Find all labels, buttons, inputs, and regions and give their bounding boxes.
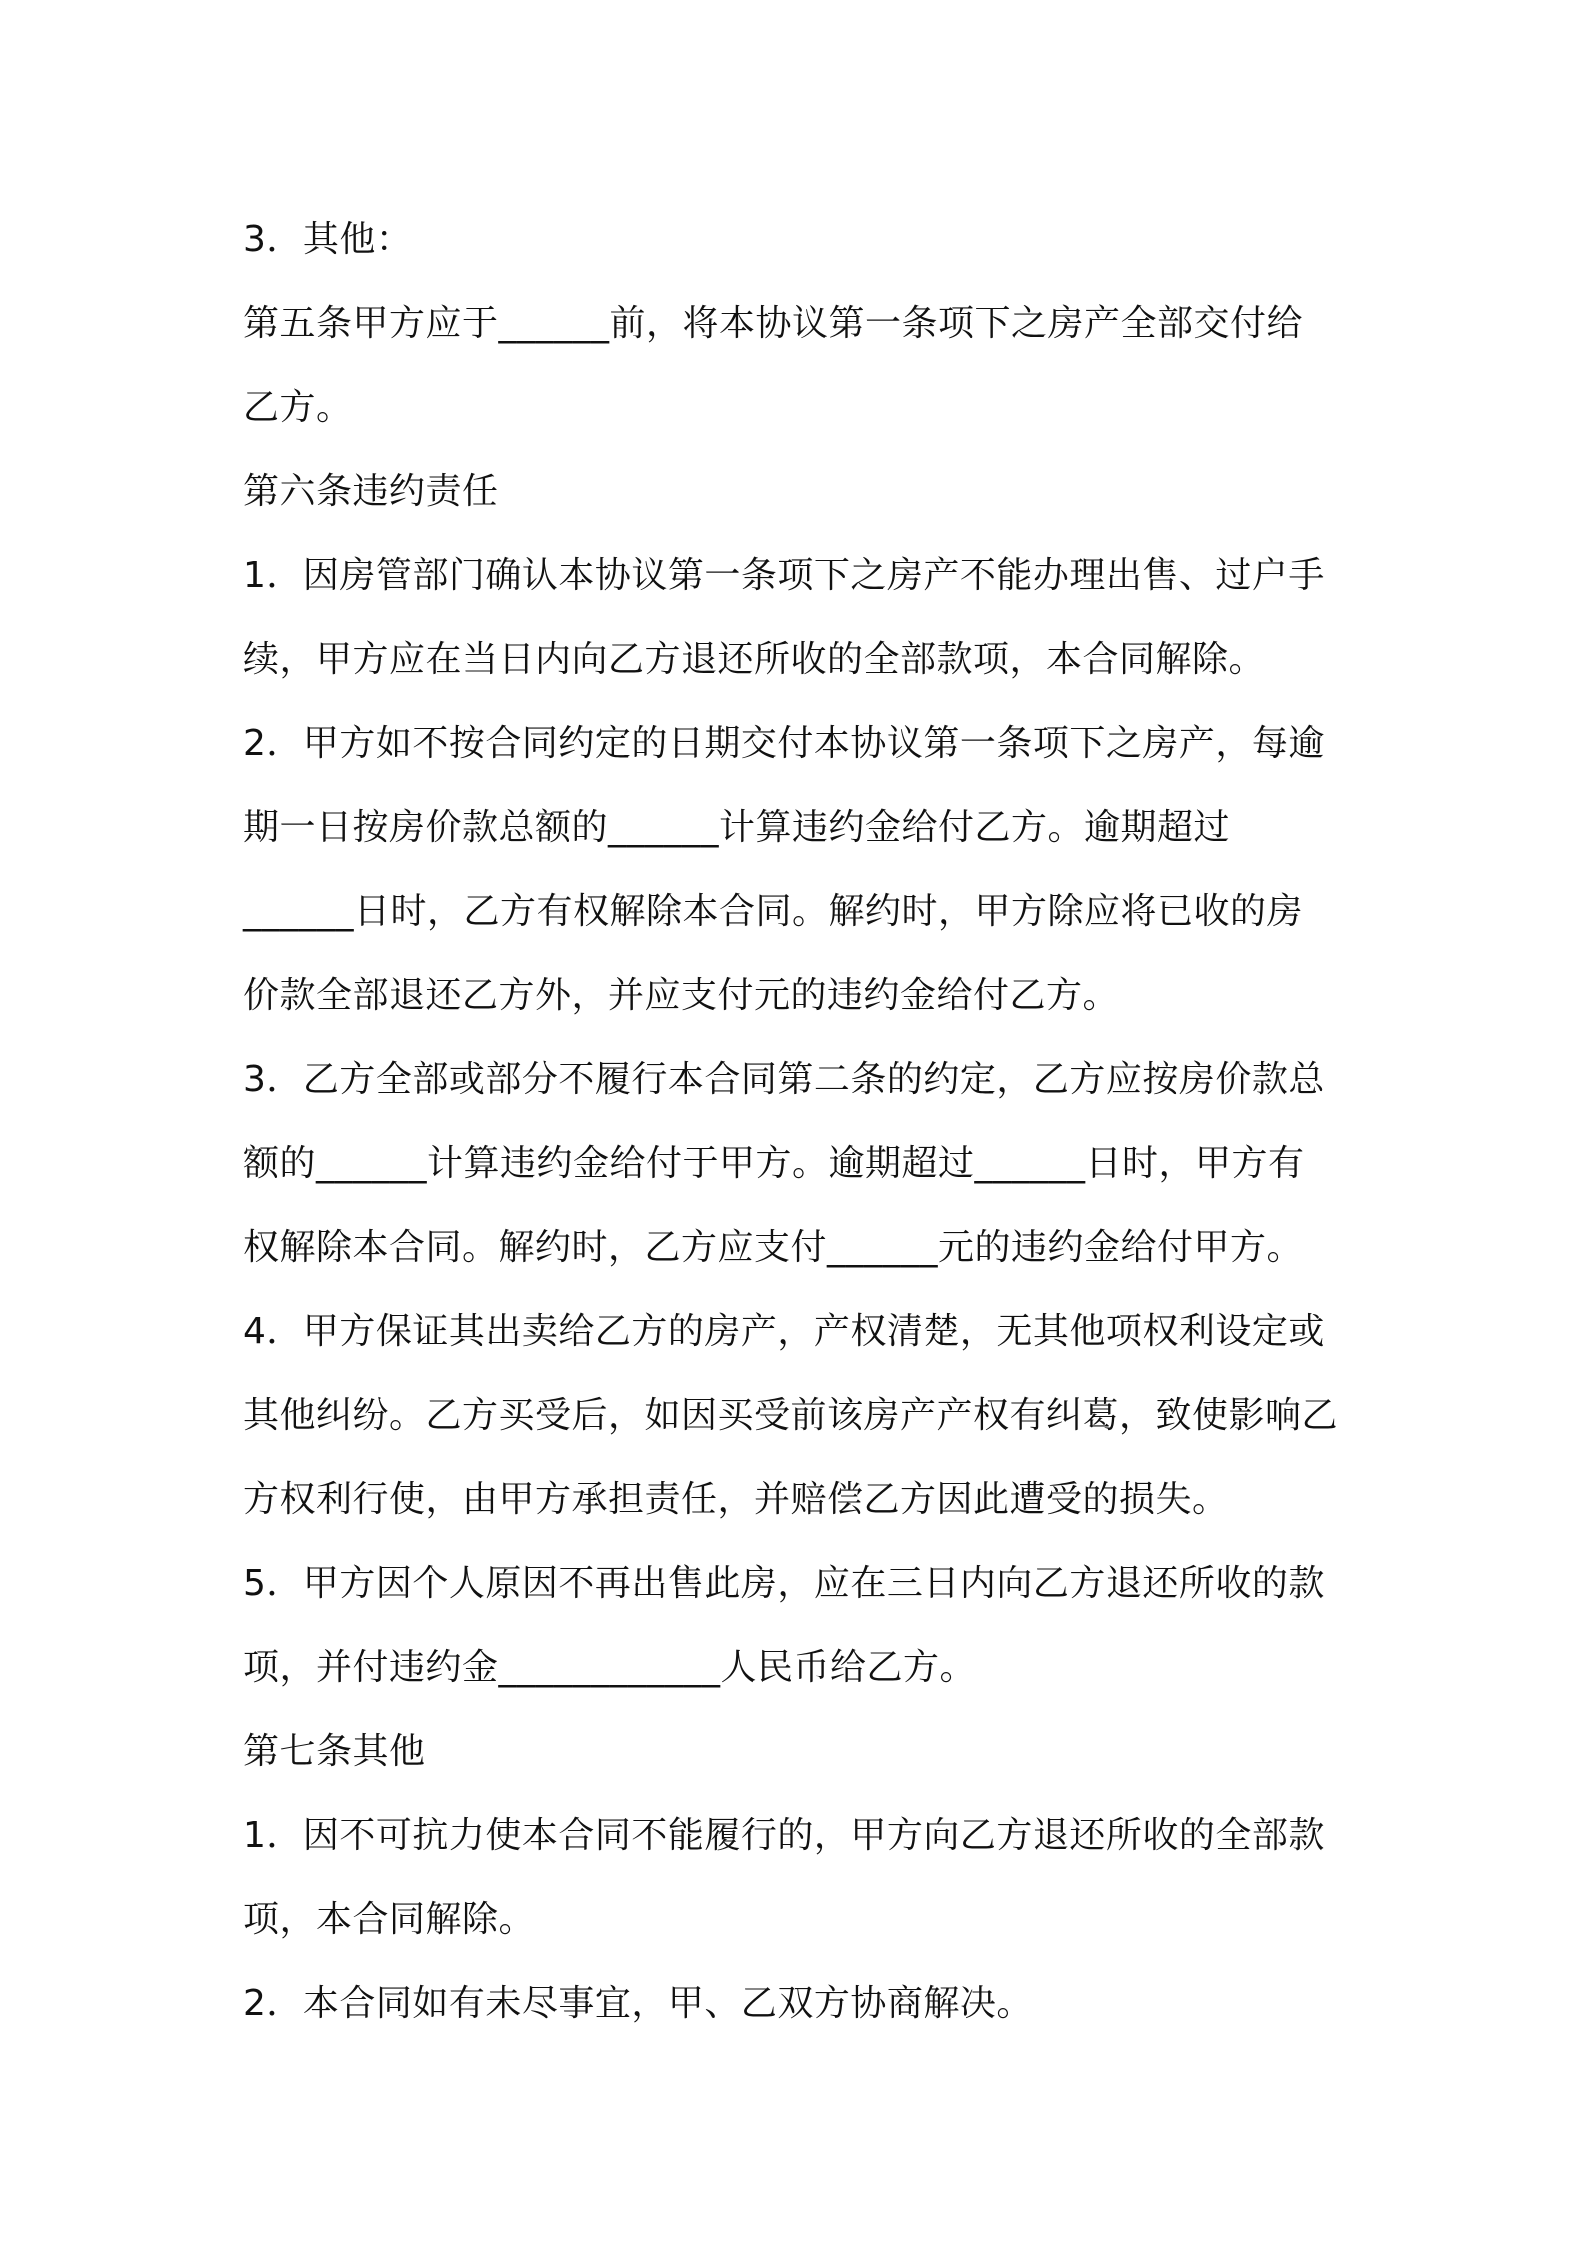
- document-body: [243, 198, 1363, 2046]
- line-article-6-item-2-cont-2: ______日时，乙方有权解除本合同。解约时，甲方除应将已收的房: [243, 891, 1304, 932]
- line-article-6-item-4: 4．甲方保证其出卖给乙方的房产，产权清楚，无其他项权利设定或: [243, 1311, 1325, 1352]
- line-article-6-item-5-cont: 项，并付违约金____________人民币给乙方。: [243, 1647, 977, 1688]
- line-article-6-item-3-cont-1: 额的______计算违约金给付于甲方。逾期超过______日时，甲方有: [243, 1143, 1305, 1184]
- line-article-5-cont: 乙方。: [243, 387, 353, 428]
- line-article-7-item-1-cont: 项，本合同解除。: [243, 1899, 536, 1940]
- line-article-6-item-4-cont-1: 其他纠纷。乙方买受后，如因买受前该房产产权有纠葛，致使影响乙: [243, 1395, 1339, 1436]
- line-article-6-item-2-cont-1: 期一日按房价款总额的______计算违约金给付乙方。逾期超过: [243, 807, 1231, 848]
- line-article-5: 第五条甲方应于______前，将本协议第一条项下之房产全部交付给: [243, 303, 1304, 344]
- line-article-6-item-5: 5．甲方因个人原因不再出售此房，应在三日内向乙方退还所收的款: [243, 1563, 1325, 1604]
- heading-article-7: 第七条其他: [243, 1731, 426, 1772]
- line-article-6-item-3: 3．乙方全部或部分不履行本合同第二条的约定，乙方应按房价款总: [243, 1059, 1325, 1100]
- line-article-6-item-3-cont-2: 权解除本合同。解约时，乙方应支付______元的违约金给付甲方。: [243, 1227, 1304, 1268]
- line-other-item-3: 3．其他：: [243, 219, 413, 260]
- line-article-6-item-2-cont-3: 价款全部退还乙方外，并应支付元的违约金给付乙方。: [243, 975, 1120, 1016]
- line-article-6-item-1-cont: 续，甲方应在当日内向乙方退还所收的全部款项，本合同解除。: [243, 639, 1266, 680]
- line-article-6-item-4-cont-2: 方权利行使，由甲方承担责任，并赔偿乙方因此遭受的损失。: [243, 1479, 1229, 1520]
- heading-article-6: 第六条违约责任: [243, 471, 499, 512]
- line-article-6-item-2: 2．甲方如不按合同约定的日期交付本协议第一条项下之房产，每逾: [243, 723, 1325, 764]
- line-article-6-item-1: 1．因房管部门确认本协议第一条项下之房产不能办理出售、过户手: [243, 555, 1325, 596]
- line-article-7-item-1: 1．因不可抗力使本合同不能履行的，甲方向乙方退还所收的全部款: [243, 1815, 1325, 1856]
- line-article-7-item-2: 2．本合同如有未尽事宜，甲、乙双方协商解决。: [243, 1983, 1033, 2024]
